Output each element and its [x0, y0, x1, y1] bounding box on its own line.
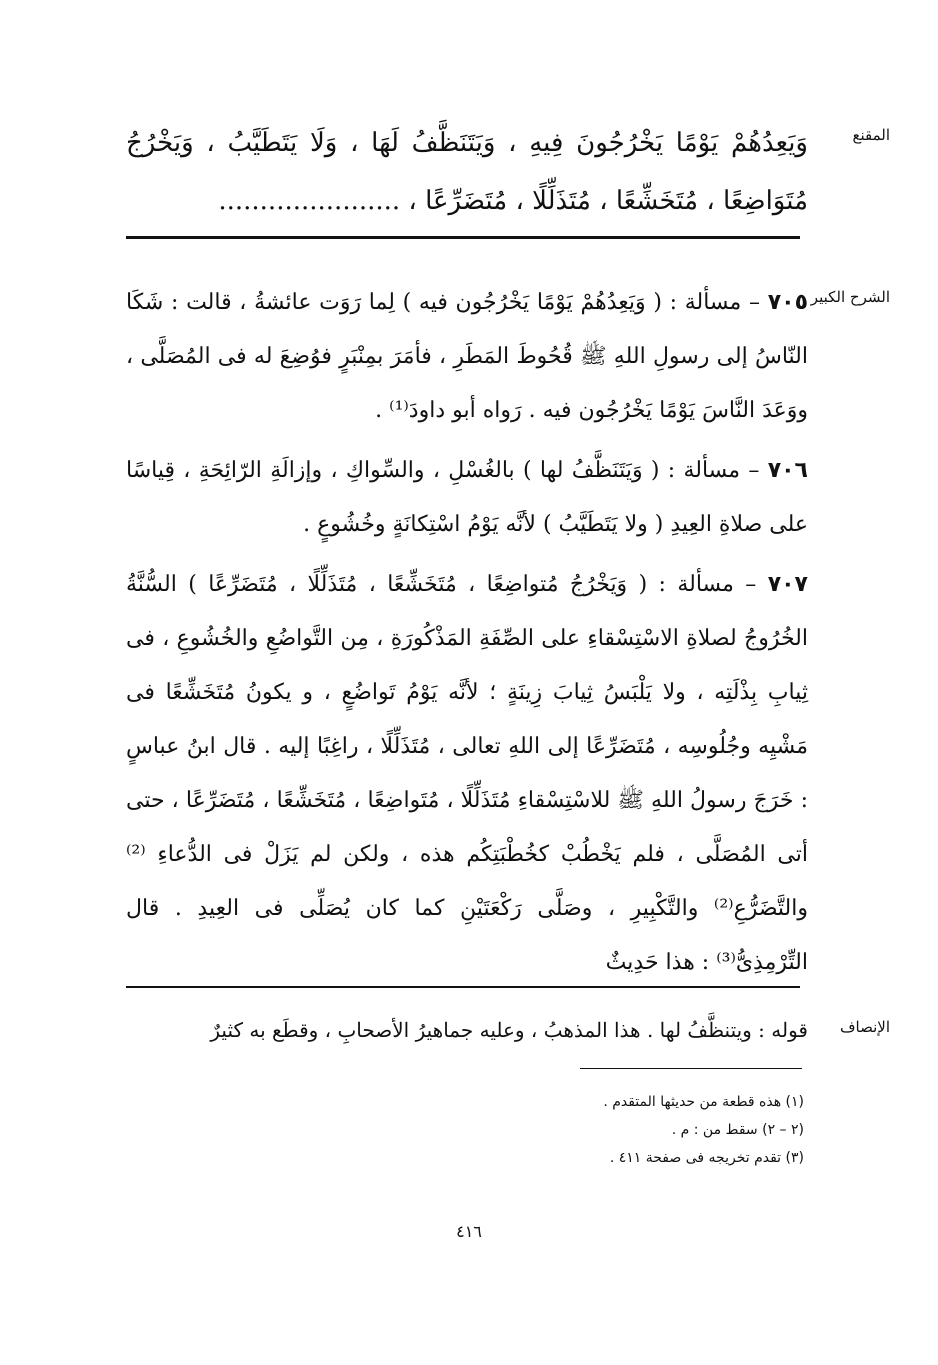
sharh-section-label: الشرح الكبير: [810, 288, 890, 306]
insaf-text: قوله : ويتنظَّفُ لها . هذا المذهبُ ، وعليه جماهيرُ الأصحابِ ، وقطَع به كثيرٌ: [210, 1018, 808, 1042]
sharh-text-block: [126, 276, 808, 996]
footnotes: [360, 1088, 804, 1172]
footnote-3: (٣) تقدم تخريجه فى صفحة ٤١١ .: [609, 1150, 804, 1166]
section-divider-thin: [126, 986, 800, 988]
footnote-1: (١) هذه قطعة من حديثها المتقدم .: [603, 1094, 804, 1110]
issue-number: ٧٠٥: [767, 290, 809, 315]
insaf-section-label: الإنصاف: [839, 1018, 890, 1036]
muqni-text-block: [126, 114, 808, 230]
footnotes-divider: [580, 1068, 802, 1069]
paragraph-text: – مسألة : ( وَيَخْرُجُ مُتواضِعًا ، مُتَخَشِّعًا ، مُتَذَلِّلًا ، مُتَضَرِّعًا ) السُّنَّةُ الخُرُوجُ لصلاةِ الاسْتِسْقاءِ على الصِّفَةِ المَذْكُورَةِ ، مِن التَّواضُعِ والخُشُوعِ ، فى ثِيابِ بِذْلَتِه ، ولا يَلْبَسُ ثِيابَ زِينَةٍ ؛ لأنَّه يَوْمُ تَواضُعٍ ، و يكونُ مُتَخَشِّعًا فى مَشْيِه وجُلُوسِه ، مُتَضَرِّعًا إلى اللهِ تعالى ، مُتَذَلِّلًا ، راغِبًا إليه . قال ابنُ عباسٍ : خَرَجَ رسولُ اللهِ ﷺ للاسْتِسْقاءِ مُتَذَلِّلًا ، مُتَواضِعًا ، مُتَخَشِّعًا ، مُتَضَرِّعًا ، حتى أتى المُصَلَّى ، فلم يَخْطُبْ كخُطْبَتِكُم هذه ، ولكن لم يَزَلْ فى الدُّعاءِ ⁽²⁾والتَّضَرُّعِ⁽²⁾ والتَّكْبِيرِ ، وصَلَّى رَكْعَتَيْنِ كما كان يُصَلِّى فى العِيدِ . قال التِّرْمِذِىُّ⁽³⁾ : هذا حَدِيثٌ: [126, 572, 808, 975]
sharh-paragraph-707: [126, 558, 808, 990]
page-number: ٤١٦: [456, 1222, 482, 1241]
muqni-section-label: المقنع: [852, 126, 890, 144]
issue-number: ٧٠٧: [767, 572, 808, 597]
footnote-2: (٢ – ٢) سقط من : م .: [671, 1122, 804, 1138]
issue-number: ٧٠٦: [767, 458, 808, 483]
paragraph-text: – مسألة : ( وَيَعِدُهُمْ يَوْمًا يَخْرُجُون فيه ) لِما رَوَت عائشةُ ، قالت : شَكَا النّاسُ إلى رسولِ اللهِ ﷺ قُحُوطَ المَطَرِ ، فأمَرَ بمِنْبَرٍ فوُضِعَ له فى المُصَلَّى ، ووَعَدَ النَّاسَ يَوْمًا يَخْرُجُون فيه . رَواه أبو داودَ⁽¹⁾ .: [126, 290, 808, 423]
sharh-paragraph-706: [126, 444, 808, 552]
insaf-text-block: [126, 1010, 808, 1050]
section-divider-thick: [126, 236, 800, 239]
paragraph-text: – مسألة : ( وَيَتَنَظَّفُ لها ) بالغُسْلِ ، والسِّواكِ ، وإزالَةِ الرّائِحَةِ ، قِياسًا على صلاةِ العِيدِ ( ولا يَتَطَيَّبُ ) لأنَّه يَوْمُ اسْتِكانَةٍ وخُشُوعٍ .: [126, 458, 808, 537]
sharh-paragraph-705: [126, 276, 808, 438]
muqni-text: وَيَعِدُهُمْ يَوْمًا يَخْرُجُونَ فِيهِ ، وَيَتَنَظَّفُ لَهَا ، وَلَا يَتَطَيَّبُ ، وَيَخْرُجُ مُتَوَاضِعًا ، مُتَخَشِّعًا ، مُتَذَلِّلًا ، مُتَضَرِّعًا ، ......................: [126, 128, 808, 216]
